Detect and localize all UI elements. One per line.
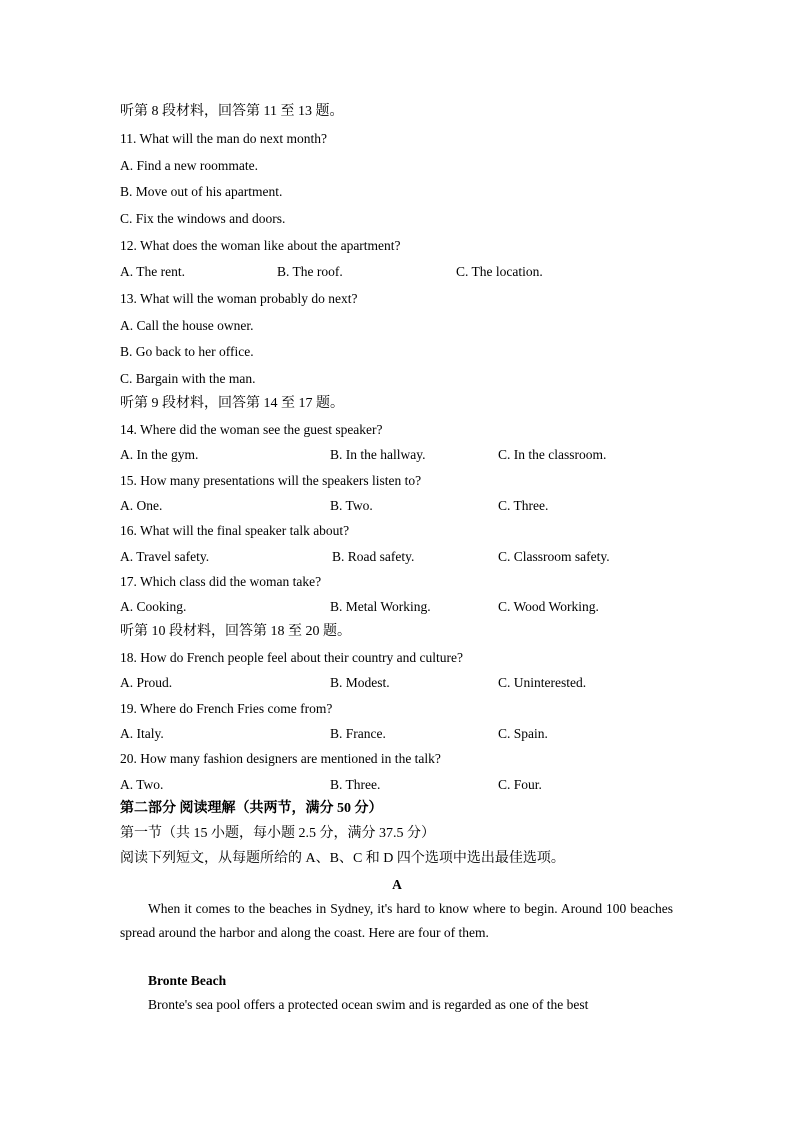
option-12-c: C. The location. bbox=[456, 264, 543, 279]
option-19-c: C. Spain. bbox=[498, 726, 548, 741]
question-20: 20. How many fashion designers are mentioned in the talk? bbox=[120, 751, 441, 766]
option-14-c: C. In the classroom. bbox=[498, 447, 607, 462]
reading-instructions: 阅读下列短文，从每题所给的 A、B、C 和 D 四个选项中选出最佳选项。 bbox=[120, 851, 565, 866]
question-14: 14. Where did the woman see the guest speaker? bbox=[120, 422, 383, 437]
option-14-a: A. In the gym. bbox=[120, 447, 199, 462]
option-20-b: B. Three. bbox=[330, 777, 381, 792]
options-15 bbox=[120, 497, 640, 515]
option-11-c: C. Fix the windows and doors. bbox=[120, 211, 286, 226]
option-15-a: A. One. bbox=[120, 498, 163, 513]
option-20-c: C. Four. bbox=[498, 777, 542, 792]
option-18-c: C. Uninterested. bbox=[498, 675, 587, 690]
options-19 bbox=[120, 725, 640, 743]
option-17-b: B. Metal Working. bbox=[330, 599, 431, 614]
options-16 bbox=[120, 548, 640, 566]
section-10-header: 听第 10 段材料，回答第 18 至 20 题。 bbox=[120, 624, 351, 639]
options-18 bbox=[120, 674, 640, 692]
options-14 bbox=[120, 446, 640, 464]
option-11-b: B. Move out of his apartment. bbox=[120, 184, 283, 199]
part-2-title: 第二部分 阅读理解（共两节，满分 50 分） bbox=[120, 801, 383, 816]
option-15-b: B. Two. bbox=[330, 498, 373, 513]
option-18-b: B. Modest. bbox=[330, 675, 390, 690]
passage-paragraph-2: Bronte's sea pool offers a protected ocean swim and is regarded as one of the best bbox=[148, 997, 589, 1012]
question-18: 18. How do French people feel about their country and culture? bbox=[120, 650, 464, 665]
section-8-header: 听第 8 段材料，回答第 11 至 13 题。 bbox=[120, 104, 344, 119]
option-17-c: C. Wood Working. bbox=[498, 599, 599, 614]
section-9-header: 听第 9 段材料，回答第 14 至 17 题。 bbox=[120, 396, 344, 411]
options-20 bbox=[120, 776, 640, 794]
question-19: 19. Where do French Fries come from? bbox=[120, 701, 333, 716]
option-18-a: A. Proud. bbox=[120, 675, 173, 690]
option-16-b: B. Road safety. bbox=[332, 549, 415, 564]
option-12-b: B. The roof. bbox=[277, 264, 343, 279]
question-12: 12. What does the woman like about the apartment? bbox=[120, 238, 401, 253]
options-17 bbox=[120, 598, 640, 616]
option-16-a: A. Travel safety. bbox=[120, 549, 210, 564]
question-15: 15. How many presentations will the speakers listen to? bbox=[120, 473, 422, 488]
option-19-b: B. France. bbox=[330, 726, 386, 741]
option-11-a: A. Find a new roommate. bbox=[120, 158, 258, 173]
question-17: 17. Which class did the woman take? bbox=[120, 574, 322, 589]
option-17-a: A. Cooking. bbox=[120, 599, 187, 614]
options-12 bbox=[120, 263, 543, 281]
option-12-a: A. The rent. bbox=[120, 264, 185, 279]
option-19-a: A. Italy. bbox=[120, 726, 164, 741]
question-13: 13. What will the woman probably do next? bbox=[120, 291, 358, 306]
option-15-c: C. Three. bbox=[498, 498, 549, 513]
question-11: 11. What will the man do next month? bbox=[120, 131, 327, 146]
question-16: 16. What will the final speaker talk about? bbox=[120, 523, 350, 538]
passage-heading-bronte: Bronte Beach bbox=[148, 973, 227, 988]
option-13-b: B. Go back to her office. bbox=[120, 344, 254, 359]
part-2-section-1: 第一节（共 15 小题，每小题 2.5 分，满分 37.5 分） bbox=[120, 826, 435, 841]
option-13-c: C. Bargain with the man. bbox=[120, 371, 256, 386]
passage-paragraph-1: When it comes to the beaches in Sydney, it's hard to know where to begin. Around 100 beaches spread around the harbor and along the coast. Here are four of them. bbox=[120, 901, 673, 940]
option-14-b: B. In the hallway. bbox=[330, 447, 426, 462]
passage-letter: A bbox=[392, 877, 402, 892]
option-20-a: A. Two. bbox=[120, 777, 164, 792]
option-16-c: C. Classroom safety. bbox=[498, 549, 610, 564]
option-13-a: A. Call the house owner. bbox=[120, 318, 254, 333]
